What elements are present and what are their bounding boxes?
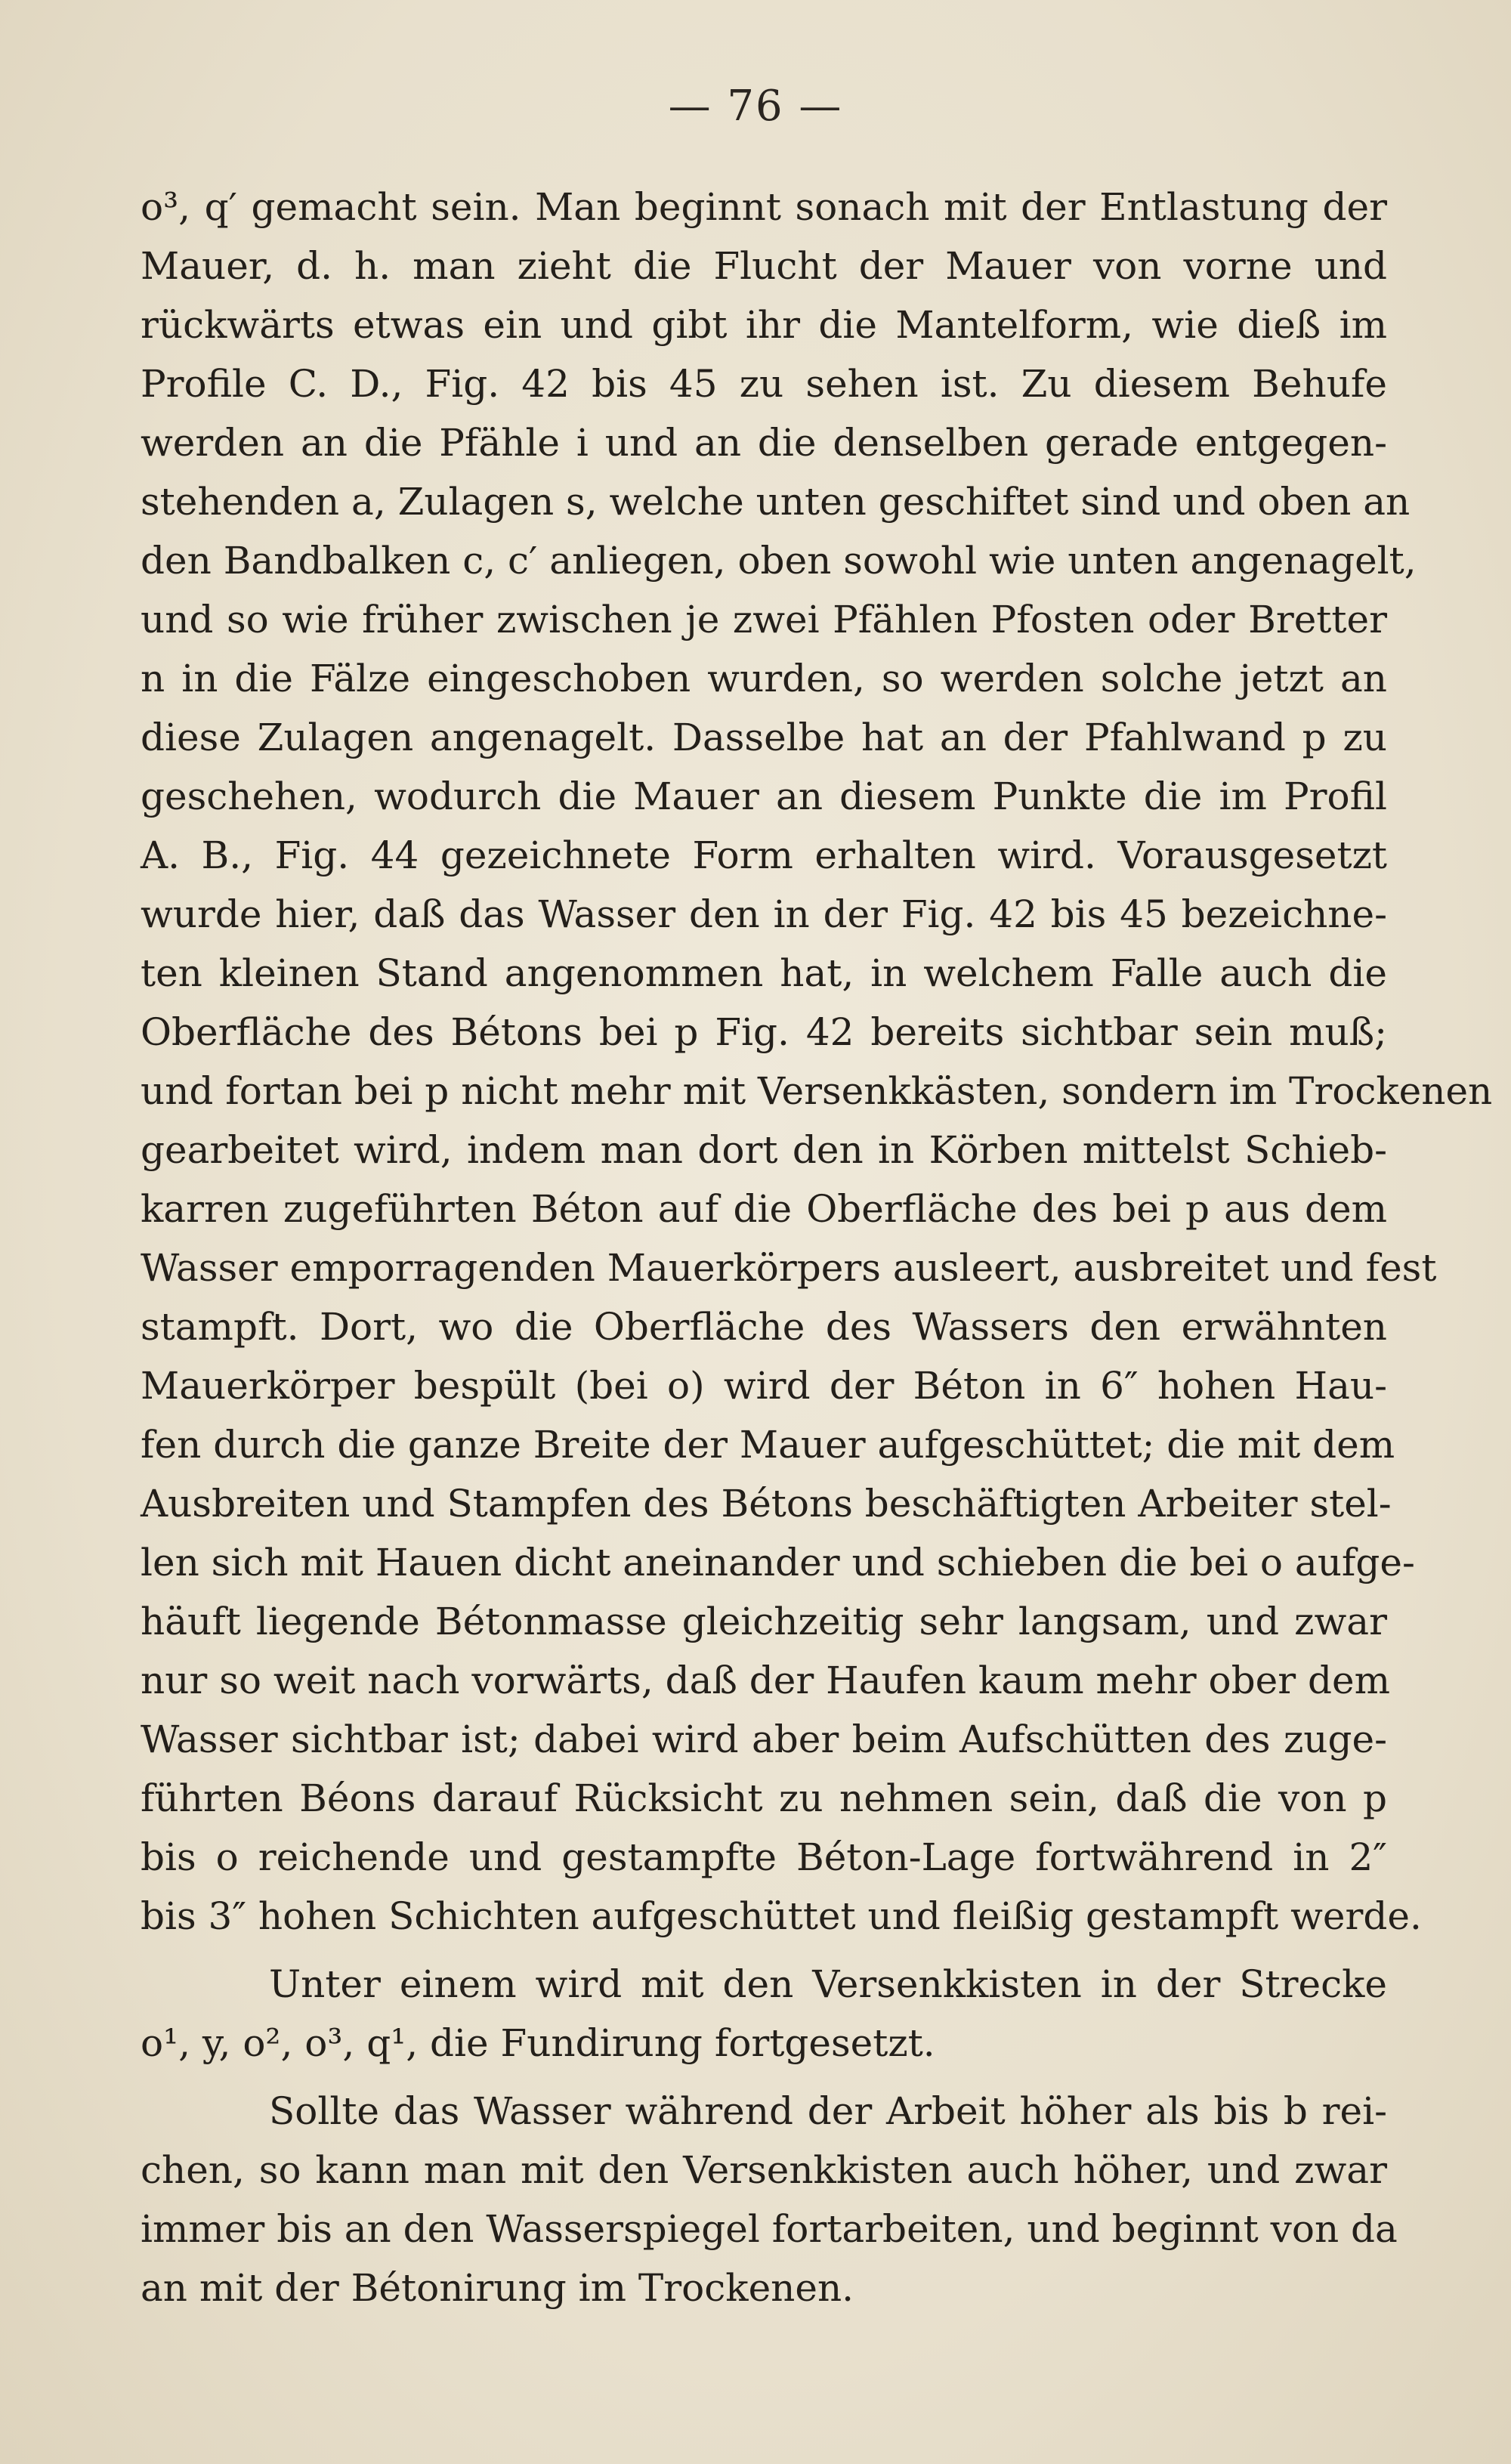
text-line: Mauer, d. h. man zieht die Flucht der Mauer von vorne und [141,244,1387,288]
text-line: an mit der Bétonirung im Trockenen. [141,2266,854,2310]
text-line: Wasser sichtbar ist; dabei wird aber beim Aufschütten des zuge- [141,1717,1387,1761]
text-line: diese Zulagen angenagelt. Dasselbe hat an der Pfahlwand p zu [141,716,1387,759]
text-line: chen, so kann man mit den Versenkkisten auch höher, und zwar [141,2148,1387,2192]
text-line: führten Béons darauf Rücksicht zu nehmen sein, daß die von p [141,1776,1387,1820]
page-number: — 76 — [668,82,843,131]
text-line: Wasser emporragenden Mauerkörpers ausleert, ausbreitet und fest [141,1246,1437,1290]
text-line: n in die Fälze eingeschoben wurden, so werden solche jetzt an [141,657,1387,700]
text-line: stehenden a, Zulagen s, welche unten geschiftet sind und oben an [141,480,1411,524]
text-line: len sich mit Hauen dicht aneinander und schieben die bei o aufge- [141,1541,1415,1584]
text-line: o¹, y, o², o³, q¹, die Fundirung fortgesetzt. [141,2021,935,2065]
text-line: o³, q′ gemacht sein. Man beginnt sonach mit der Entlastung der [141,185,1387,229]
text-line: Sollte das Wasser während der Arbeit höher als bis b rei- [269,2089,1387,2133]
text-line: und so wie früher zwischen je zwei Pfählen Pfosten oder Bretter [141,598,1387,642]
text-line: den Bandbalken c, c′ anliegen, oben sowohl wie unten angenagelt, [141,539,1417,583]
text-line: A. B., Fig. 44 gezeichnete Form erhalten wird. Vorausgesetzt [141,833,1387,877]
text-line: rückwärts etwas ein und gibt ihr die Mantelform, wie dieß im [141,303,1387,347]
text-line: Mauerkörper bespült (bei o) wird der Béton in 6″ hohen Hau- [141,1364,1387,1408]
text-line: wurde hier, daß das Wasser den in der Fig. 42 bis 45 bezeichne- [141,892,1387,936]
text-line: karren zugeführten Béton auf die Oberfläche des bei p aus dem [141,1187,1387,1231]
text-line: werden an die Pfähle i und an die denselben gerade entgegen- [141,421,1387,465]
text-line: immer bis an den Wasserspiegel fortarbeiten, und beginnt von da [141,2207,1398,2251]
text-line: Unter einem wird mit den Versenkkisten in der Strecke [269,1962,1387,2006]
text-line: fen durch die ganze Breite der Mauer aufgeschüttet; die mit dem [141,1423,1395,1467]
text-line: bis o reichende und gestampfte Béton-Lage fortwährend in 2″ [141,1835,1387,1879]
text-line: bis 3″ hohen Schichten aufgeschüttet und fleißig gestampft werde. [141,1894,1422,1938]
text-line: Oberfläche des Bétons bei p Fig. 42 bereits sichtbar sein muß; [141,1010,1387,1054]
text-line: Ausbreiten und Stampfen des Bétons beschäftigten Arbeiter stel- [141,1482,1392,1526]
text-line: Profile C. D., Fig. 42 bis 45 zu sehen ist. Zu diesem Behufe [141,362,1387,406]
text-line: gearbeitet wird, indem man dort den in Körben mittelst Schieb- [141,1128,1387,1172]
text-line: stampft. Dort, wo die Oberfläche des Wassers den erwähnten [141,1305,1387,1349]
text-line: geschehen, wodurch die Mauer an diesem Punkte die im Profil [141,774,1387,818]
text-line: häuft liegende Bétonmasse gleichzeitig sehr langsam, und zwar [141,1600,1387,1643]
text-line: und fortan bei p nicht mehr mit Versenkkästen, sondern im Trockenen [141,1069,1493,1113]
text-line: nur so weit nach vorwärts, daß der Haufen kaum mehr ober dem [141,1659,1391,1702]
text-line: ten kleinen Stand angenommen hat, in welchem Falle auch die [141,951,1387,995]
